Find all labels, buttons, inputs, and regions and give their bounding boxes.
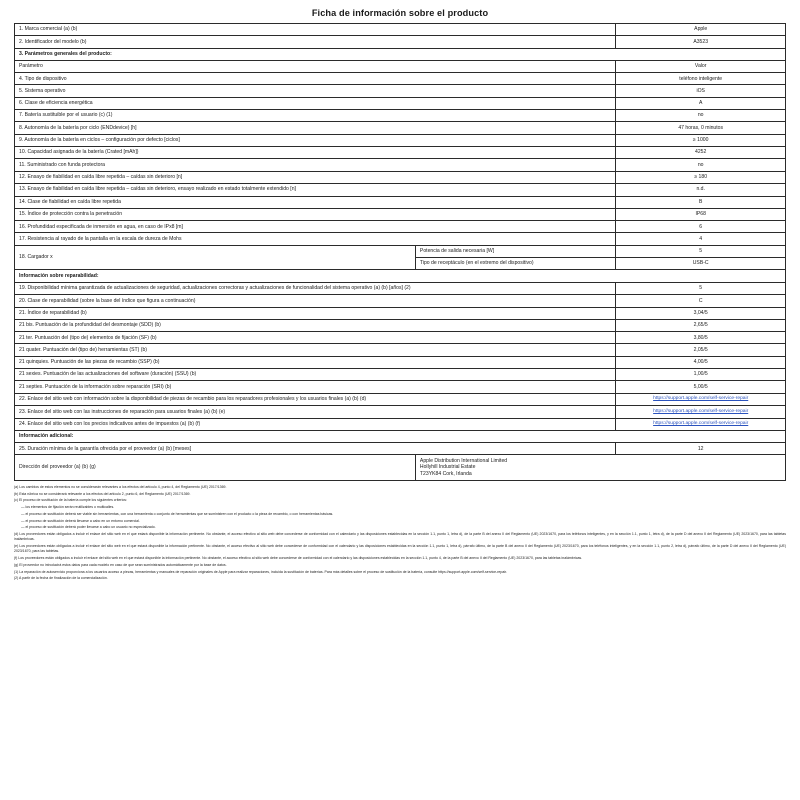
table-row <box>15 183 786 196</box>
table-row <box>15 319 786 331</box>
row-label: 21. Índice de reparabilidad (b) <box>15 307 616 319</box>
row-value: 6 <box>616 221 786 233</box>
row-value: C <box>616 295 786 307</box>
row-value: 3,04/5 <box>616 307 786 319</box>
row-label: 9. Autonomía de la batería en ciclos – configuración por defecto [ciclos] <box>15 134 616 146</box>
charger-subrow-label: Tipo de receptáculo (en el extremo del dispositivo) <box>415 258 615 270</box>
page-title: Ficha de información sobre el producto <box>311 8 489 18</box>
row-label: 22. Enlace del sitio web con información sobre la disponibilidad de piezas de recambio para los reparadores profesionales y los usuarios finales (a) (b) (d) <box>15 393 616 406</box>
row-value: no <box>616 159 786 171</box>
row-value: 2,05/5 <box>616 344 786 356</box>
table-row <box>15 73 786 85</box>
footnotes <box>14 485 786 582</box>
row-value: IP68 <box>616 208 786 220</box>
row-value: teléfono inteligente <box>616 73 786 85</box>
row-label: 8. Autonomía de la batería por ciclo (ENDdevice) [h] <box>15 122 616 134</box>
table-row <box>15 233 786 245</box>
table-row <box>15 344 786 356</box>
row-label: 2. Identificador del modelo (b) <box>15 36 616 48</box>
row-label: 10. Capacidad asignada de la batería (Crated [mAh]) <box>15 146 616 158</box>
row-value: Apple <box>616 24 786 36</box>
row-value: A <box>616 97 786 109</box>
row-value: 3,80/5 <box>616 332 786 344</box>
table-section-row <box>15 48 786 60</box>
row-value: 4252 <box>616 146 786 158</box>
row-value: 4 <box>616 233 786 245</box>
row-value: ≥ 1000 <box>616 134 786 146</box>
table-header-row <box>15 60 786 72</box>
row-label: 13. Ensayo de fiabilidad en caída libre repetida – caídas sin deterioro, ensayo realizado en estado totalmente extendido [n] <box>15 183 616 196</box>
table-row <box>15 282 786 295</box>
row-value: 12 <box>616 443 786 455</box>
section-label: 3. Parámetros generales del producto: <box>15 48 786 60</box>
table-row <box>15 159 786 171</box>
footnote: (2) A partir de la fecha de finalización de la comercialización. <box>14 576 108 581</box>
footnote: — el proceso de sustitución deberá llevarse a cabo en un entorno comercial. <box>21 518 140 523</box>
table-row <box>15 418 786 430</box>
footnote: — el proceso de sustitución deberá poder llevarse a cabo un usuario no especializado. <box>21 525 156 530</box>
table-body <box>15 24 786 481</box>
table-row <box>15 36 786 48</box>
table-row <box>15 406 786 418</box>
table-row <box>15 356 786 368</box>
table-row <box>15 196 786 208</box>
footnote: (f) Los proveedores están obligados a incluir el enlace del sitio web en el que estará disponible la información pertinente. No obstante, el acceso efectivo al sitio web debe concederse de conformidad con el calendario y las disposiciones establecidas en la sección 1.1, punto 4, de la parte B del anexo II del Reglamento (UE) 2023/1670, para las tabletas inalámbricas. <box>14 556 583 561</box>
row-value: n.d. <box>616 183 786 196</box>
table-section-row <box>15 270 786 282</box>
row-label: 21 ter. Puntuación del (tipo de) elementos de fijación (SF) (b) <box>15 332 616 344</box>
column-header-parameter: Parámetro <box>15 60 616 72</box>
table-row <box>15 381 786 393</box>
row-label: 5. Sistema operativo <box>15 85 616 97</box>
supplier-address <box>415 455 785 480</box>
table-row <box>15 146 786 158</box>
row-label: 24. Enlace del sitio web con los precios indicativos antes de impuestos (a) (b) (f) <box>15 418 616 430</box>
table-row <box>15 393 786 406</box>
section-label-repairability: Información sobre reparabilidad: <box>15 270 786 282</box>
row-label: 14. Clase de fiabilidad en caída libre repetida <box>15 196 616 208</box>
row-value: 5,00/5 <box>616 381 786 393</box>
table-row <box>15 443 786 455</box>
footnote: (g) El proveedor no introducirá estos datos para cada modelo en caso de que sean suministrados automáticamente por la base de datos. <box>14 562 227 567</box>
table-row <box>15 332 786 344</box>
table-row <box>15 307 786 319</box>
row-label: 25. Duración mínima de la garantía ofrecida por el proveedor (a) (b) [meses] <box>15 443 616 455</box>
row-label: 4. Tipo de dispositivo <box>15 73 616 85</box>
row-label: 19. Disponibilidad mínima garantizada de actualizaciones de seguridad, actualizaciones correctoras y actualizaciones de funcionalidad del sistema operativo (a) (b) [años] (2) <box>15 282 616 295</box>
row-label: 21 quinquies. Puntuación de las piezas de recambio (SSP) (b) <box>15 356 616 368</box>
row-label: 17. Resistencia al rayado de la pantalla en la escala de dureza de Mohs <box>15 233 616 245</box>
row-value: 1,00/5 <box>616 369 786 381</box>
table-row <box>15 295 786 307</box>
row-value: 47 horas, 0 minutos <box>616 122 786 134</box>
row-value: ≥ 180 <box>616 171 786 183</box>
charger-label: 18. Cargador x <box>15 245 416 270</box>
row-label: 6. Clase de eficiencia energética <box>15 97 616 109</box>
repair-instructions-link[interactable]: https://support.apple.com/self-service-repair <box>616 406 786 418</box>
column-header-value: Valor <box>616 60 786 72</box>
indicative-prices-link[interactable]: https://support.apple.com/self-service-repair <box>616 418 786 430</box>
table-row <box>15 208 786 220</box>
table-row <box>15 85 786 97</box>
footnote: (d) Los proveedores están obligados a incluir el enlace del sitio web en el que estará disponible la información pertinente. No obstante, el acceso efectivo al sitio web debe concederse de conformidad con el calendario y las disposiciones establecidas en la sección 1.1, punto 1, letra d), de la parte B del anexo II del Reglamento (UE) 2023/1670, para los teléfonos inteligentes, y en la sección 1.1, punto 1, letra d), de la parte D del anexo II del Reglamento (UE) 2023/1670, para las tabletas inalámbricas. <box>14 532 786 542</box>
row-value: 2,65/5 <box>616 319 786 331</box>
spare-parts-link[interactable]: https://support.apple.com/self-service-repair <box>616 393 786 406</box>
product-info-table <box>14 23 786 481</box>
row-label: 11. Suministrado con funda protectora <box>15 159 616 171</box>
row-label: 12. Ensayo de fiabilidad en caída libre repetida – caídas sin deterioro [n] <box>15 171 616 183</box>
row-label: 21 quater. Puntuación del (tipo de) herramientas (ST) (b) <box>15 344 616 356</box>
footnote: (e) Los proveedores están obligados a incluir el enlace del sitio web en el que estará disponible la información pertinente. No obstante, el acceso efectivo al sitio web debe concederse de conformidad con el calendario y las disposiciones establecidas en la sección 1.1, punto 1, letra d), párrafo último, de la parte B del anexo II del Reglamento (UE) 2023/1670, para los teléfonos inteligentes, y en la sección 1.1, punto 2, letra d), párrafo último, de la parte D del anexo II del Reglamento (UE) 2023/1670, para las tabletas. <box>14 544 786 554</box>
table-row <box>15 110 786 122</box>
supplier-address-row <box>15 455 786 480</box>
supplier-address-line-1: Apple Distribution International Limited <box>419 457 508 464</box>
row-value: B <box>616 196 786 208</box>
row-value: A3523 <box>616 36 786 48</box>
table-section-row <box>15 430 786 442</box>
row-label: 7. Batería sustituible por el usuario (c) (1) <box>15 110 616 122</box>
table-row <box>15 97 786 109</box>
row-value: no <box>616 110 786 122</box>
table-row <box>15 369 786 381</box>
supplier-address-line-3: T23YK84 Cork, Irlanda <box>419 470 472 477</box>
table-row <box>15 171 786 183</box>
table-row <box>15 221 786 233</box>
footnote: — los elementos de fijación serán reutilizables o multicalles. <box>21 505 115 510</box>
charger-subrow-label: Potencia de salida necesaria [W] <box>415 245 615 257</box>
row-value: 5 <box>616 282 786 295</box>
charger-subrow-value: USB-C <box>616 258 786 270</box>
footnote: (1) La reparación de autoservicio proporciona a los usuarios acceso a piezas, herramientas y manuales de reparación originales de Apple para realizar reparaciones, incluida la sustitución de baterías. Para más detalles sobre el proceso de sustitución de la batería, consulte https://support.apple.com/self-service-repair. <box>14 569 507 574</box>
footnote: (b) Esta rúbrica no se considerará relevante a los efectos del artículo 2, punto 6, del Reglamento (UE) 2017/1369. <box>14 491 191 496</box>
supplier-address-line-2: Hollyhill Industrial Estate <box>419 464 476 471</box>
footnote: — el proceso de sustitución deberá ser viable sin herramientas, con una herramienta o conjunto de herramientas que se suministren con el producto o la pieza de recambio, o con herramientas básicas. <box>21 511 334 516</box>
charger-subrow-value: 5 <box>616 245 786 257</box>
row-label: 15. Índice de protección contra la penetración <box>15 208 616 220</box>
row-label: 23. Enlace del sitio web con las instrucciones de reparación para usuarios finales (a) (b) (e) <box>15 406 616 418</box>
row-label: 20. Clase de reparabilidad (sobre la base del índice que figura a continuación) <box>15 295 616 307</box>
row-label: Dirección del proveedor (a) (b) (g) <box>15 455 416 480</box>
row-label: 21 bis. Puntuación de la profundidad del desmontaje (SDD) (b) <box>15 319 616 331</box>
table-row <box>15 122 786 134</box>
row-value: 4,00/5 <box>616 356 786 368</box>
row-label: 21 sexies. Puntuación de las actualizaciones del software (duración) (SSU) (b) <box>15 369 616 381</box>
table-row <box>15 134 786 146</box>
row-label: 21 septies. Puntuación de la información sobre reparación (SRI) (b) <box>15 381 616 393</box>
row-label: 1. Marca comercial (a) (b) <box>15 24 616 36</box>
charger-row-output-power <box>15 245 786 257</box>
row-value: iOS <box>616 85 786 97</box>
row-label: 16. Profundidad especificada de inmersión en agua, en caso de IPx8 [m] <box>15 221 616 233</box>
table-row <box>15 24 786 36</box>
section-label-additional: Información adicional: <box>15 430 786 442</box>
footnote: (c) El proceso de sustitución de la batería cumple los siguientes criterios: <box>14 498 128 503</box>
footnote: (a) Los cambios de estos elementos no se considerarán relevantes a los efectos del artículo 4, punto 4, del Reglamento (UE) 2017/1369. <box>14 484 227 489</box>
